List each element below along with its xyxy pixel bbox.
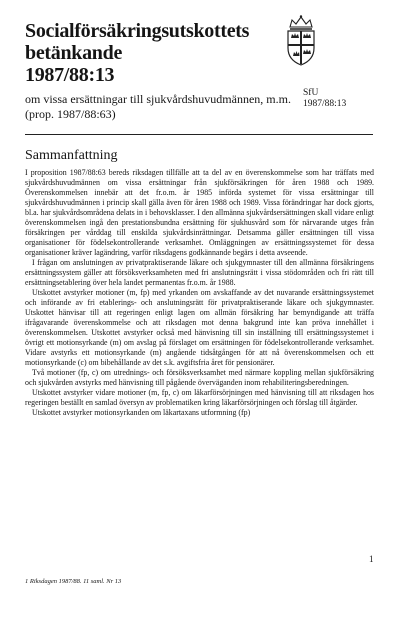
summary-paragraph: Utskottet avstyrker motioner (m, fp) med yrkanden om avskaffande av det nuvarande ersättningssystemet och införande av fri etablerings- och anslutningsrätt för privatpraktiserande läkare och sjukgymnaster. Utskottet hänvisar till att regeringen enligt lagen om allmän försäkring har bemyndigande att träffa ifrågavarande överenskommelse och att riksdagen mot denna bakgrund inte kan pröva innehållet i överenskommelsen. Utskottet avstyrker också med hänvisning till sin inställning till ersättningssystemet i övrigt ett motionsyrkande (m) om avslag på förslaget om ersättningen för födelsekontrollerande verksamhet. Vidare avstyrks ett motionsyrkande (m) angående tidsåtgången för att nå överenskommelsen och ett motionsyrkande (c) om bibehållande av det s.k. avgiftsfria året för pensionärer. [25, 288, 374, 367]
document-number: 1987/88:13 [303, 99, 347, 109]
committee-code: SfU [303, 88, 319, 98]
committee-code-block [303, 88, 346, 110]
summary-body [25, 168, 374, 418]
title-line: betänkande [25, 42, 123, 64]
summary-paragraph: I proposition 1987/88:63 bereds riksdagen tillfälle att ta del av en överenskommelse som har träffats med sjukvårdshuvudmännen om vissa ersättningar från sjukförsäkringen för åren 1988 och 1989. Överenskommelsen innebär att det fr.o.m. år 1985 införda systemet för vissa ersättningar till sjukvårdshuvudmännen i princip skall gälla även för åren 1988 och 1989. Vissa förändringar har dock gjorts, bl.a. har sjukvårdsområdena delats in i behovsklasser. I den allmänna sjukvårdsersättningen skall vidare enligt överenskommelsen ingå den prestationsbundna ersättning för sjukhusvård som för närvarande utges från försäkringen per vårddag till enskilda sjukvårdsinrättningar. Detsamma gäller ersättningen till vissa organisationer för födelsekontrollerande verksamhet. Omläggningen av ersättningssystemet för dessa organisationer kräver lagändring, varför riksdagens godkännande begärs i detta avseende. [25, 168, 374, 257]
title-line: Socialförsäkringsutskottets [25, 20, 250, 42]
summary-paragraph: Utskottet avstyrker vidare motioner (m, fp, c) om läkarförsörjningen med hänvisning till att riksdagen hos regeringen beställt en samlad översyn av problematiken kring läkarförsörjningen och förslag till åtgärder. [25, 388, 374, 407]
document-subtitle: om vissa ersättningar till sjukvårdshuvudmännen, m.m. (prop. 1987/88:63) [25, 92, 291, 121]
swedish-coat-of-arms-icon [281, 14, 321, 70]
title-line: 1987/88:13 [25, 64, 115, 86]
summary-paragraph: I frågan om anslutningen av privatpraktiserande läkare och sjukgymnaster till den allmänna försäkringens ersättningssystem gäller att försöksverksamheten med fri anslutningsrätt i vissa stödområden och fri rätt till ersättningsetablering över hela landet permanentas fr.o.m. år 1988. [25, 258, 374, 287]
document-title [25, 20, 305, 86]
summary-paragraph: Två motioner (fp, c) om utrednings- och försöksverksamhet med närmare koppling mellan sjukförsäkring och sjukvården avstyrks med hänvisning till pågående överväganden inom rehabiliteringsberedningen. [25, 368, 374, 387]
summary-paragraph: Utskottet avstyrker motionsyrkanden om läkartaxans utformning (fp) [32, 408, 251, 417]
header-divider [25, 134, 373, 135]
page-number: 1 [369, 554, 374, 564]
section-heading: Sammanfattning [25, 148, 118, 163]
footer-note: 1 Riksdagen 1987/88. 11 saml. Nr 13 [25, 578, 122, 585]
